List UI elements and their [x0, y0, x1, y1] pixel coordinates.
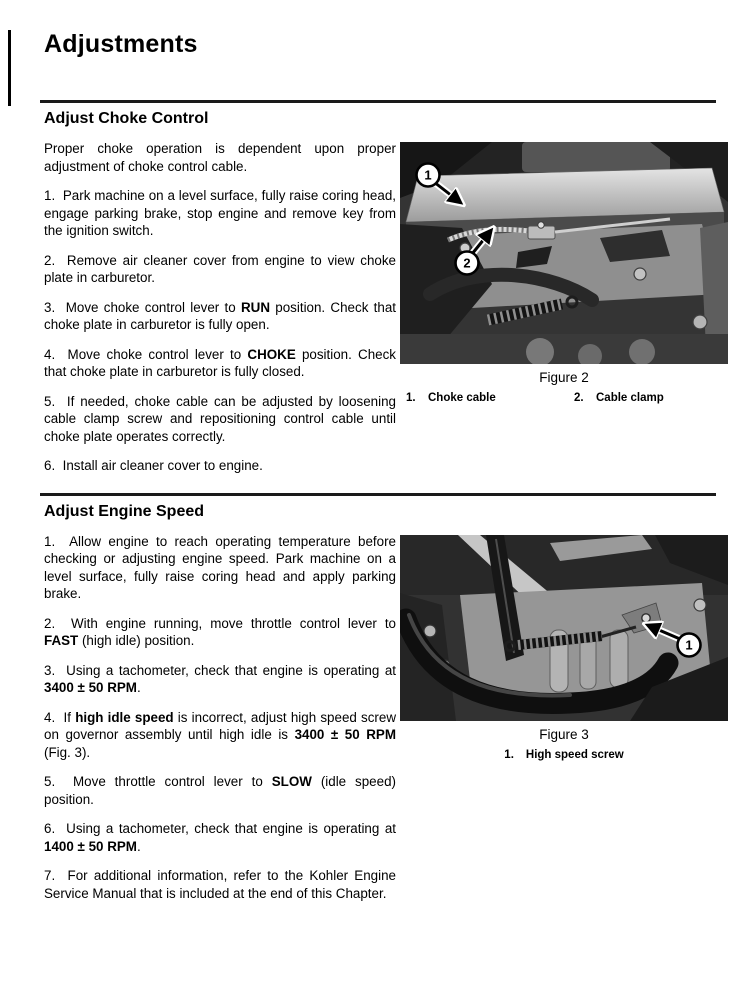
paragraph: 1. Park machine on a level surface, fully raise coring head, engage parking brake, stop engine and remove key from the ignition switch. [44, 188, 396, 238]
page-title: Adjustments [44, 30, 198, 58]
paragraph: 6. Install air cleaner cover to engine. [44, 458, 263, 473]
section-heading: Adjust Engine Speed [44, 502, 205, 520]
paragraph: Proper choke operation is dependent upon proper adjustment of choke control cable. [44, 141, 396, 174]
legend-number: 1. [406, 392, 416, 404]
paragraph: 2. Remove air cleaner cover from engine to view choke plate in carburetor. [44, 252, 396, 285]
section-adjust-engine-speed [0, 496, 732, 903]
figure-2-caption: Figure 2 [539, 370, 589, 385]
legend-label: High speed screw [525, 748, 624, 761]
section-adjust-choke-control [0, 103, 732, 475]
figure-3-legend [400, 749, 728, 761]
paragraph: 2. With engine running, move throttle control lever to FAST (high idle) position. [44, 615, 396, 648]
paragraph: 5. Move throttle control lever to SLOW (idle speed) position. [44, 774, 396, 807]
legend-item [574, 392, 664, 404]
svg-text:2: 2 [463, 255, 471, 271]
paragraph: 4. Move choke control lever to CHOKE position. Check that choke plate in carburetor is fully closed. [44, 346, 396, 379]
section-paragraphs [44, 533, 396, 903]
legend-item [504, 749, 623, 761]
svg-text:1: 1 [424, 167, 432, 183]
section-text-column [44, 103, 396, 475]
figure-3-photo [400, 535, 728, 721]
figure-2-photo [400, 142, 728, 364]
figure-3-caption: Figure 3 [539, 726, 589, 742]
paragraph: 5. If needed, choke cable can be adjusted by loosening cable clamp screw and repositioning control cable until choke plate operates correctly. [44, 393, 396, 444]
legend-number: 1. [504, 748, 514, 761]
legend-item [406, 392, 574, 404]
paragraph: 3. Move choke control lever to RUN position. Check that choke plate in carburetor is fully open. [44, 299, 397, 332]
section-text-column [44, 496, 396, 903]
figure-2-block [400, 142, 728, 404]
svg-text:1: 1 [685, 637, 693, 653]
manual-page [0, 30, 732, 902]
section-paragraphs [44, 140, 396, 475]
figure-3-block [400, 535, 728, 761]
legend-number: 2. [574, 392, 584, 404]
paragraph: 3. Using a tachometer, check that engine is operating at 3400 ± 50 RPM. [44, 662, 396, 695]
legend-label: Cable clamp [596, 392, 664, 404]
paragraph: 6. Using a tachometer, check that engine is operating at 1400 ± 50 RPM. [44, 821, 396, 854]
legend-label: Choke cable [428, 392, 496, 404]
figure-2-legend [400, 392, 728, 404]
section-heading: Adjust Choke Control [44, 110, 209, 127]
paragraph: 1. Allow engine to reach operating temperature before checking or adjusting engine speed. Park machine on a level surface, fully raise coring head and apply parking brake. [44, 533, 396, 601]
paragraph: 7. For additional information, refer to the Kohler Engine Service Manual that is included at the end of this Chapter. [44, 868, 396, 901]
page-edge-mark [8, 30, 11, 106]
paragraph: 4. If high idle speed is incorrect, adjust high speed screw on governor assembly until high idle is 3400 ± 50 RPM (Fig. 3). [44, 709, 397, 760]
